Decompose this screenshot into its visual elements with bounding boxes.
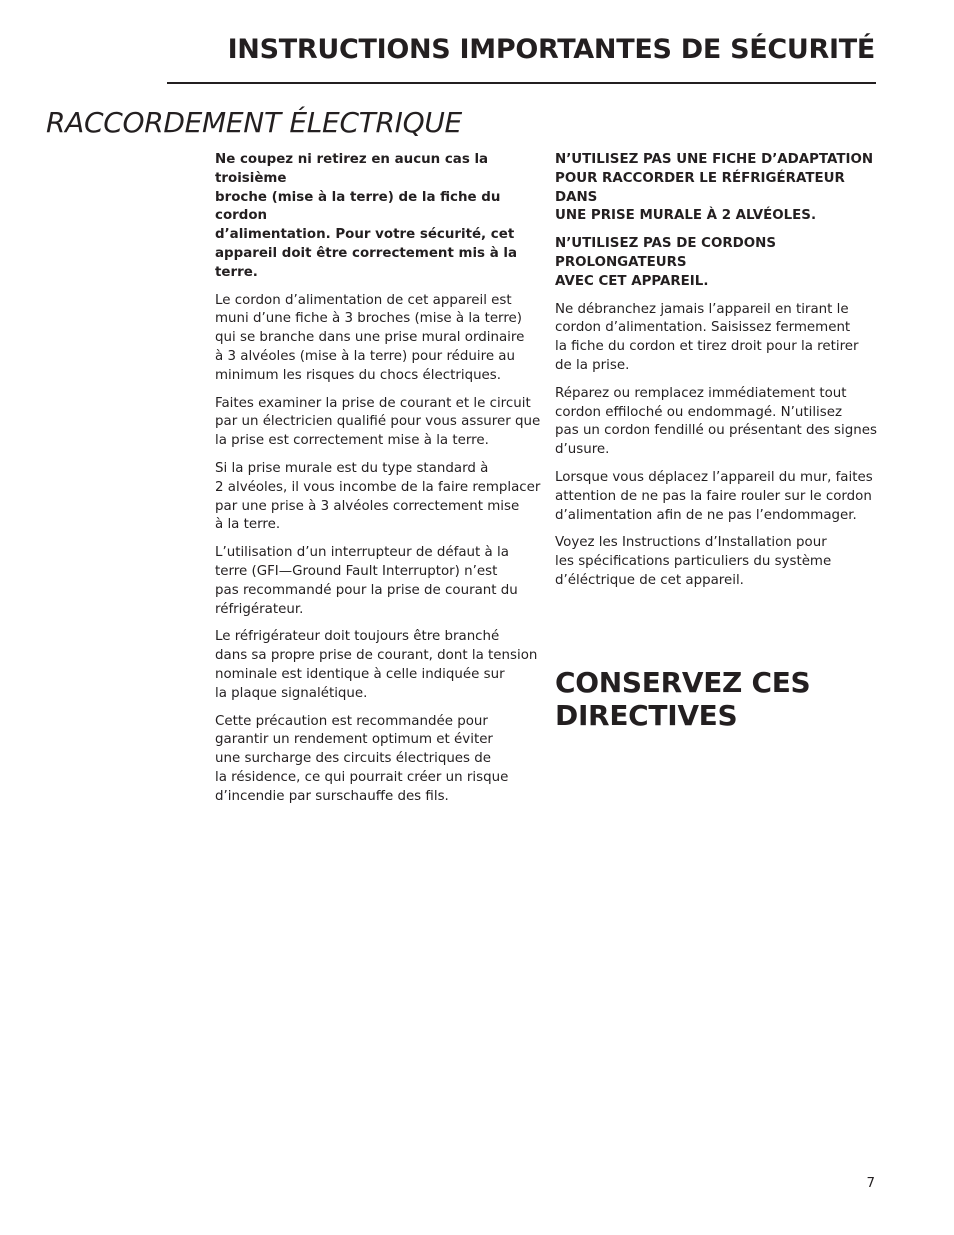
closing-title: CONSERVEZ CES DIRECTIVES [555,666,811,732]
paragraph-precaution: Cette précaution est recommandée pour garantir un rendement optimum et éviter une surcharge des circuits électriques de la résidence, ce qui pourrait créer un risque d’incendie par surschauffe des fils. [215,713,509,804]
right-column [555,151,885,600]
paragraph-unplugging: Ne débranchez jamais l’appareil en tirant le cordon d’alimentation. Saisissez fermement la fiche du cordon et tirez droit pour la retirer de la prise. [555,301,859,373]
paragraph-installation-reference: Voyez les Instructions d’Installation pour les spécifications particuliers du système d’éléctrique de cet appareil. [555,535,832,588]
paragraph-gfi: L’utilisation d’un interrupteur de défaut à la terre (GFI—Ground Fault Interruptor) n’est pas recommandé pour la prise de courant du réfrigérateur. [215,545,518,617]
paragraph-plug-description: Le cordon d’alimentation de cet appareil est muni d’une fiche à 3 broches (mise à la terre) qui se branche dans une prise mural ordinaire à 3 alvéoles (mise à la terre) pour réduire au minimum les risques du chocs électriques. [215,292,525,383]
paragraph-cord-repair: Réparez ou remplacez immédiatement tout cordon effiloché ou endommagé. N’utilisez pas un cordon fendillé ou présentant des signes d’usure. [555,385,877,458]
paragraph-dedicated-outlet: Le réfrigérateur doit toujours être branché dans sa propre prise de courant, dont la tension nominale est identique à celle indiquée sur la plaque signalétique. [215,629,538,701]
paragraph-outlet-replacement: Si la prise murale est du type standard à 2 alvéoles, il vous incombe de la faire remplacer par une prise à 3 alvéoles correctement mise à la terre. [215,460,541,533]
page-number: 7 [866,1176,875,1191]
grounding-warning: Ne coupez ni retirez en aucun cas la troisième broche (mise à la terre) de la fiche du cordon d’alimentation. Pour votre sécurité, cet appareil doit être correctement mis à la terre. [215,152,518,280]
section-title: RACCORDEMENT ÉLECTRIQUE [46,106,462,139]
left-column [215,151,545,816]
paragraph-moving-appliance: Lorsque vous déplacez l’appareil du mur, faites attention de ne pas la faire rouler sur le cordon d’alimentation afin de ne pas l’endommager. [555,469,873,523]
page-header-title: INSTRUCTIONS IMPORTANTES DE SÉCURITÉ [227,34,875,65]
extension-cord-warning: N’UTILISEZ PAS DE CORDONS PROLONGATEURS AVEC CET APPAREIL. [555,236,777,289]
adapter-warning: N’UTILISEZ PAS UNE FICHE D’ADAPTATION POUR RACCORDER LE RÉFRIGÉRATEUR DANS UNE PRISE MURALE À 2 ALVÉOLES. [555,152,874,224]
header-divider [167,82,876,84]
paragraph-outlet-check: Faites examiner la prise de courant et le circuit par un électricien qualifié pour vous assurer que la prise est correctement mise à la terre. [215,395,541,449]
